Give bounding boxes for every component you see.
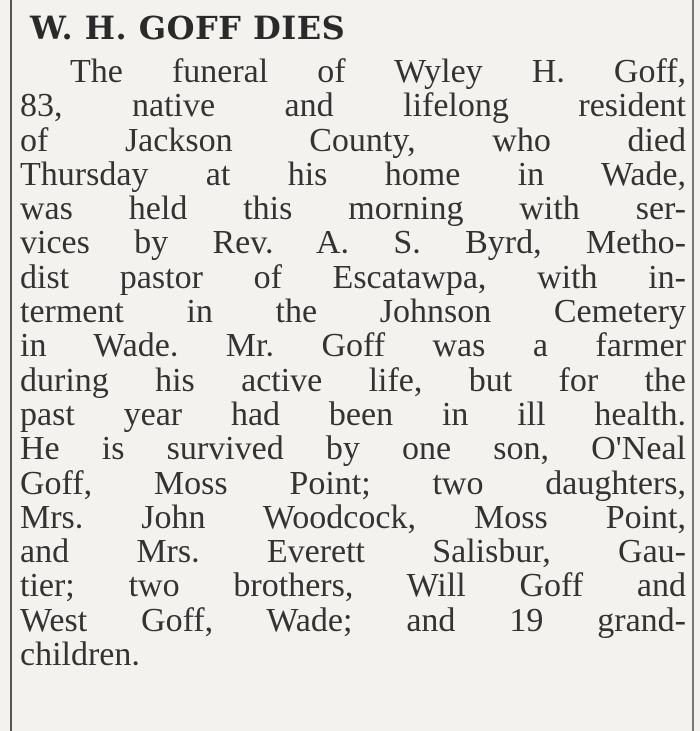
article-line: tier; two brothers, Will Goff and xyxy=(20,567,686,605)
article-line: Thursday at his home in Wade, xyxy=(20,155,686,193)
article-line: children. xyxy=(20,636,140,674)
article-line: vices by Rev. A. S. Byrd, Metho- xyxy=(20,224,686,262)
article-line: and Mrs. Everett Salisbur, Gau- xyxy=(20,533,686,571)
article-line: during his active life, but for the xyxy=(20,361,686,399)
article-line: 83, native and lifelong resident xyxy=(20,87,686,125)
article-body xyxy=(20,55,686,672)
article-line: was held this morning with ser- xyxy=(20,190,686,228)
article-line: West Goff, Wade; and 19 grand- xyxy=(20,601,686,639)
column-rule-right xyxy=(692,0,694,731)
article-line: in Wade. Mr. Goff was a farmer xyxy=(20,327,686,365)
article-line: past year had been in ill health. xyxy=(20,395,686,433)
article-line: dist pastor of Escatawpa, with in- xyxy=(20,258,686,296)
article-line: terment in the Johnson Cemetery xyxy=(20,293,686,331)
article-line: Mrs. John Woodcock, Moss Point, xyxy=(20,498,686,536)
article-line: The funeral of Wyley H. Goff, xyxy=(70,53,686,90)
headline: W. H. GOFF DIES xyxy=(30,9,346,47)
article-line: of Jackson County, who died xyxy=(20,121,686,159)
column-rule-left xyxy=(10,0,12,731)
article-line: He is survived by one son, O'Neal xyxy=(20,430,686,468)
article-line: Goff, Moss Point; two daughters, xyxy=(20,464,686,502)
